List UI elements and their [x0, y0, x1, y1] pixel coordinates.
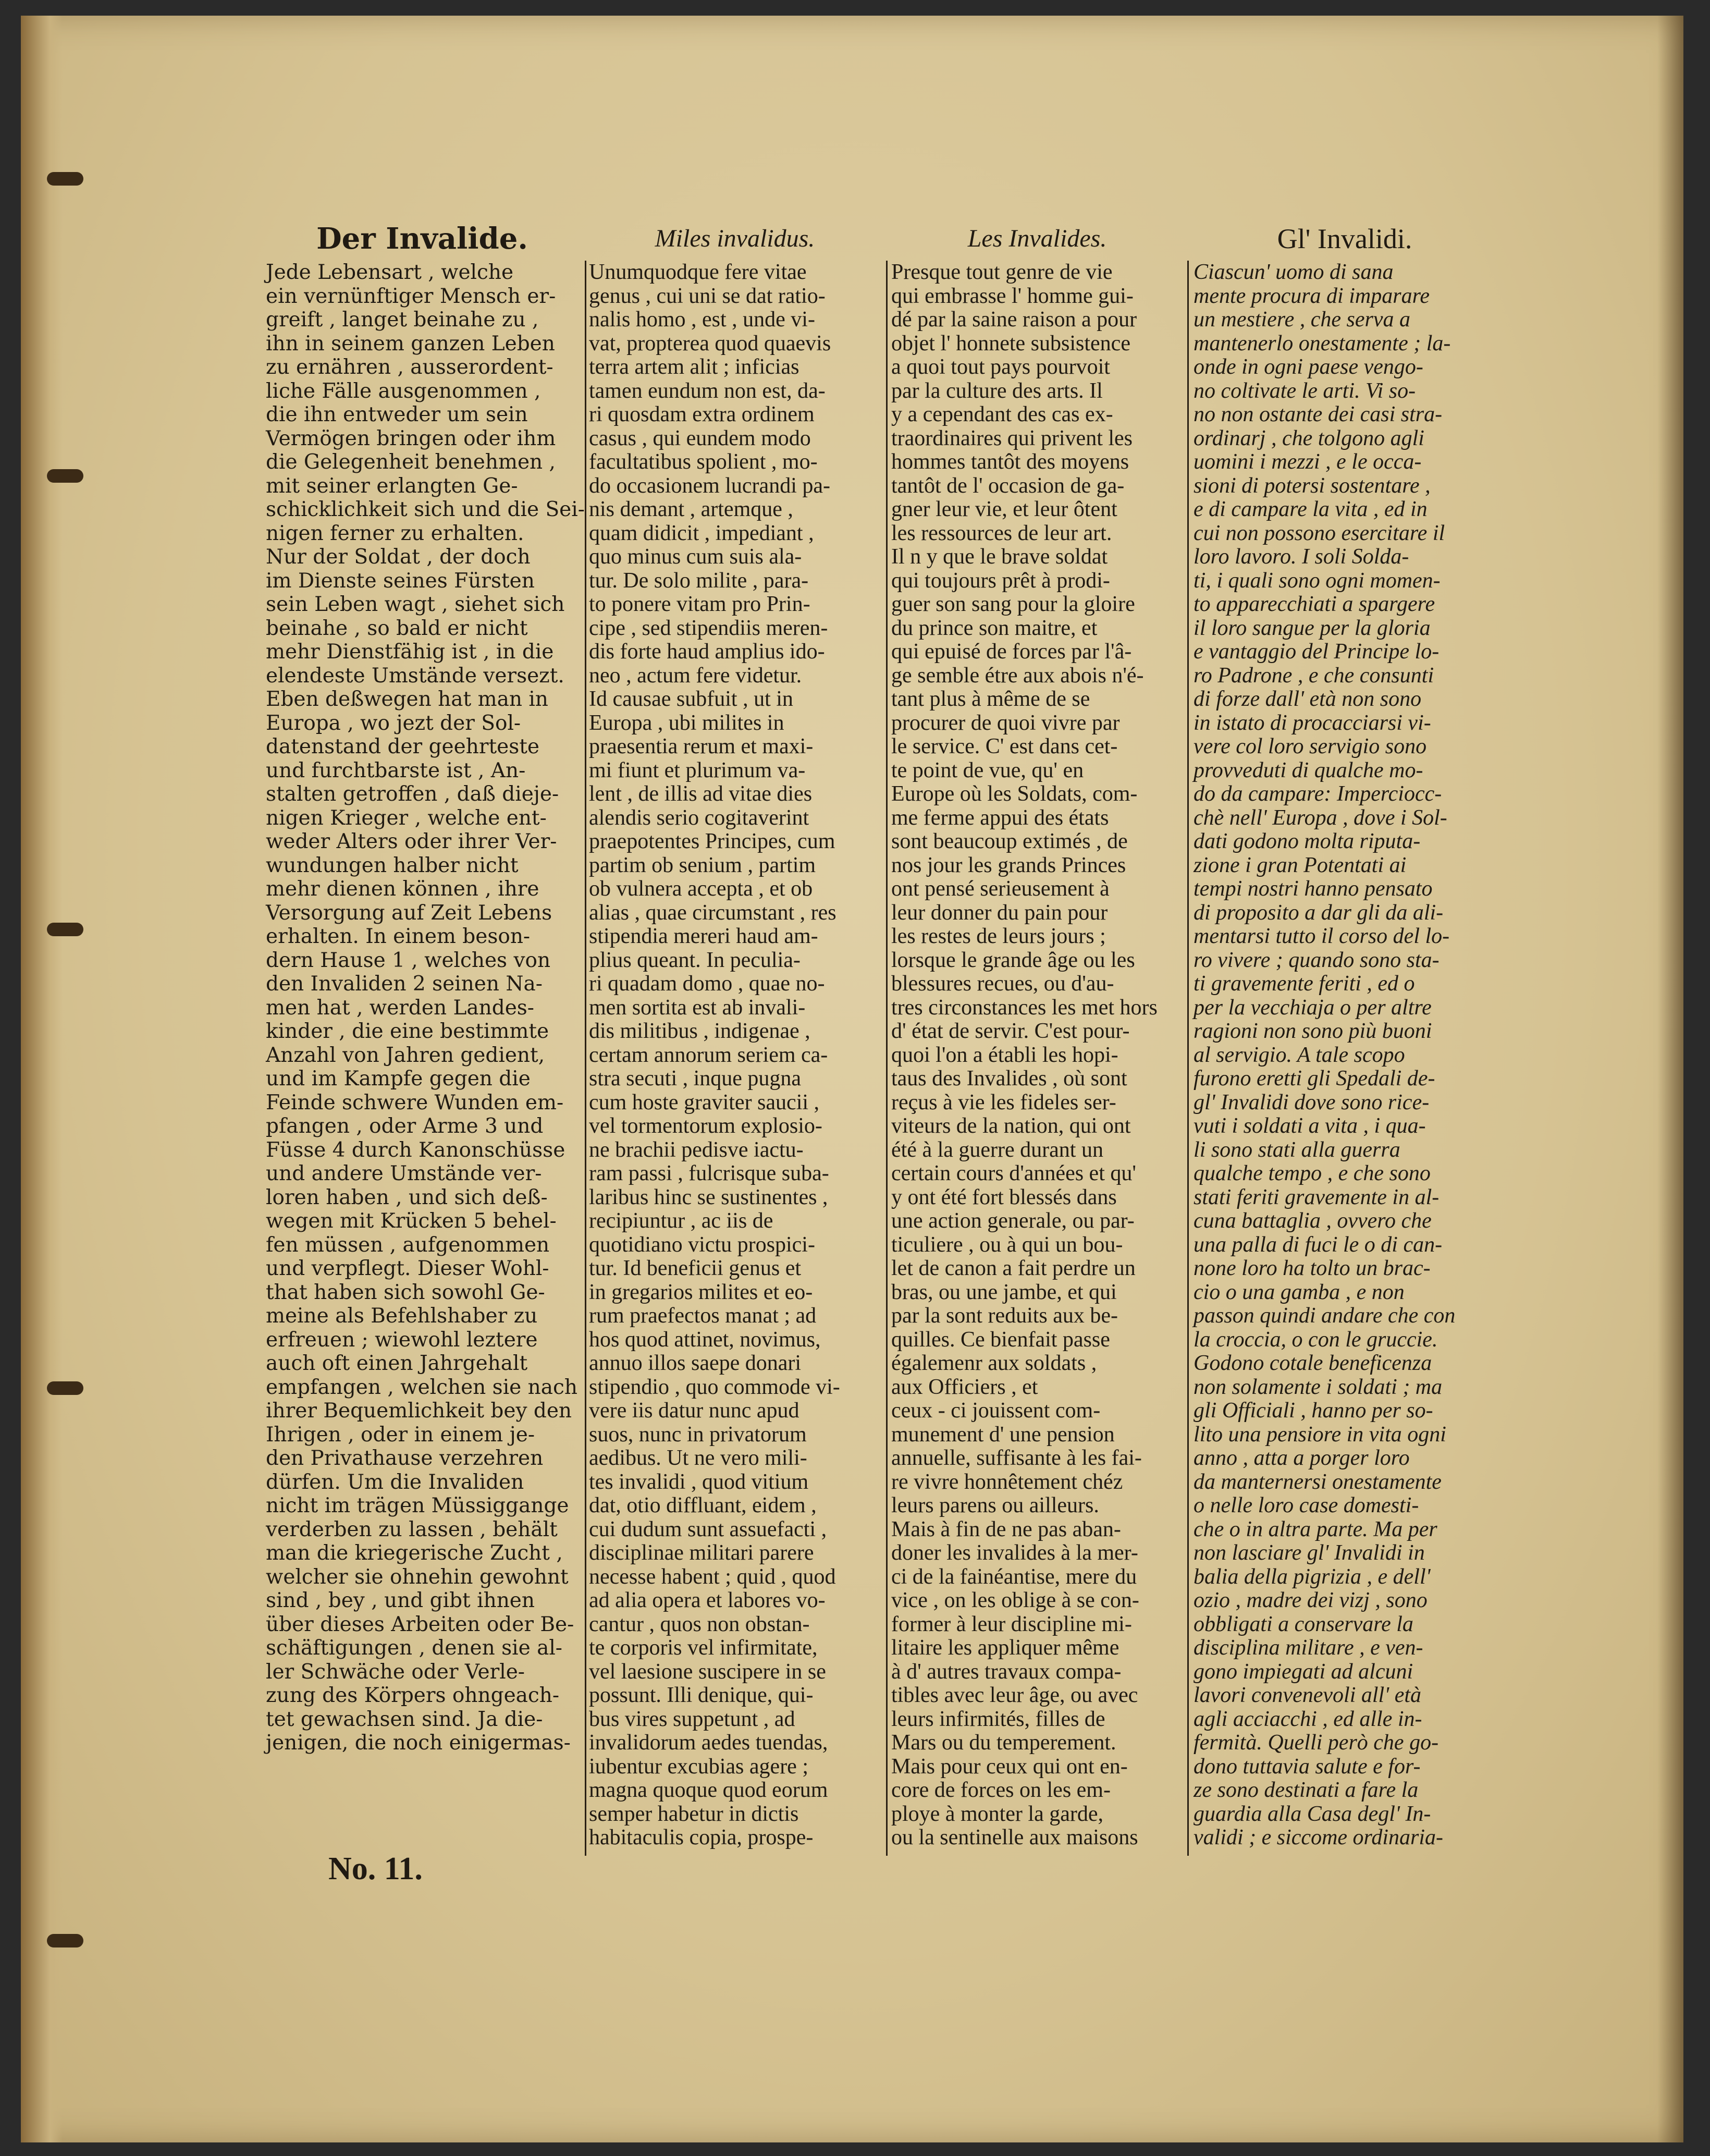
- text-line: nos jour les grands Princes: [891, 853, 1126, 877]
- text-line: tamen eundum non est, da-: [589, 378, 826, 403]
- text-line: beinahe , so bald er nicht: [266, 616, 528, 640]
- text-line: anno , atta a porger loro: [1194, 1446, 1410, 1470]
- text-line: partim ob senium , partim: [589, 853, 816, 877]
- text-line: in istato di procacciarsi vi-: [1194, 710, 1431, 735]
- text-line: par la culture des arts. Il: [891, 378, 1103, 403]
- text-line: iubentur excubias agere ;: [589, 1754, 808, 1779]
- text-line: non solamente i soldati ; ma: [1194, 1375, 1443, 1399]
- text-line: Anzahl von Jahren gedient,: [266, 1043, 545, 1067]
- text-line: den Invaliden 2 seinen Na-: [266, 972, 543, 996]
- text-line: par la sont reduits aux be-: [891, 1304, 1118, 1328]
- text-line: al servigio. A tale scopo: [1194, 1043, 1405, 1067]
- text-line: quoi l'on a établi les hopi-: [891, 1043, 1118, 1067]
- text-line: alendis serio cogitaverint: [589, 805, 809, 830]
- text-line: ein vernünftiger Mensch er-: [266, 284, 556, 308]
- text-line: nigen ferner zu erhalten.: [266, 521, 524, 545]
- text-line: fermità. Quelli però che go-: [1194, 1731, 1439, 1755]
- text-line: stalten getroffen , daß dieje-: [266, 782, 559, 806]
- text-line: Ciascun' uomo di sana: [1194, 260, 1394, 284]
- text-line: recipiuntur , ac iis de: [589, 1209, 773, 1233]
- text-line: nicht im trägen Müssiggange: [266, 1494, 569, 1517]
- text-line: qui epuisé de forces par l'â-: [891, 640, 1132, 664]
- text-line: über dieses Arbeiten oder Be-: [266, 1612, 574, 1636]
- text-line: cum hoste graviter saucii ,: [589, 1090, 820, 1114]
- text-line: wundungen halber nicht: [266, 853, 519, 877]
- book-page: [21, 16, 1683, 2142]
- text-line: necesse habent ; quid , quod: [589, 1564, 836, 1589]
- text-line: y ont été fort blessés dans: [891, 1185, 1117, 1209]
- text-line: ler Schwäche oder Verle-: [266, 1660, 525, 1684]
- text-line: verderben zu lassen , behält: [266, 1517, 558, 1541]
- text-line: habitaculis copia, prospe-: [589, 1826, 814, 1849]
- text-line: bras, ou une jambe, et qui: [891, 1280, 1117, 1304]
- text-line: men hat , werden Landes-: [266, 996, 534, 1020]
- text-line: do da campare: Imperciocc-: [1194, 782, 1442, 806]
- text-line: guer son sang pour la gloire: [891, 592, 1135, 616]
- text-line: empfangen , welchen sie nach: [266, 1375, 577, 1399]
- text-line: ge semble étre aux abois n'é-: [891, 663, 1144, 688]
- text-line: laribus hinc se sustinentes ,: [589, 1185, 828, 1209]
- text-line: welcher sie ohnehin gewohnt: [266, 1565, 569, 1589]
- text-line: mi fiunt et plurimum va-: [589, 758, 806, 782]
- text-line: mente procura di imparare: [1194, 284, 1430, 308]
- text-line: im Dienste seines Fürsten: [266, 569, 535, 593]
- text-line: li sono stati alla guerra: [1194, 1137, 1400, 1162]
- text-line: dono tuttavia salute e for-: [1194, 1754, 1421, 1779]
- text-line: Vermögen bringen oder ihm: [266, 426, 556, 450]
- page-signature: No. 11.: [328, 1851, 423, 1886]
- text-line: dat, otio diffluant, eidem ,: [589, 1493, 817, 1517]
- text-line: ou la sentinelle aux maisons: [891, 1826, 1138, 1849]
- text-line: ceux - ci jouissent com-: [891, 1399, 1101, 1423]
- text-line: ticuliere , ou à qui un bou-: [891, 1232, 1123, 1257]
- text-line: sein Leben wagt , siehet sich: [266, 593, 565, 616]
- column-latin: [589, 225, 881, 1850]
- text-line: égalemenr aux soldats ,: [891, 1351, 1097, 1375]
- text-line: terra artem alit ; inficias: [589, 355, 799, 379]
- text-line: kinder , die eine bestimmte: [266, 1020, 549, 1043]
- text-line: chè nell' Europa , dove i Sol-: [1194, 805, 1447, 830]
- text-line: zu ernähren , ausserordent-: [266, 356, 553, 379]
- text-line: weder Alters oder ihrer Ver-: [266, 830, 557, 853]
- text-line: ihrer Bequemlichkeit bey den: [266, 1399, 572, 1423]
- binding-stitch: [47, 923, 83, 936]
- text-line: casus , qui eundem modo: [589, 426, 811, 450]
- text-line: tur. Id beneficii genus et: [589, 1256, 802, 1280]
- column-divider: [585, 261, 586, 1856]
- text-line: man die kriegerische Zucht ,: [266, 1541, 563, 1565]
- text-line: di forze dall' età non sono: [1194, 687, 1422, 711]
- binding-stitch: [47, 1934, 83, 1947]
- text-line: dern Hause 1 , welches von: [266, 948, 551, 972]
- text-line: à d' autres travaux compa-: [891, 1659, 1122, 1684]
- text-line: ri quadam domo , quae no-: [589, 972, 825, 996]
- text-line: ragioni non sono più buoni: [1194, 1019, 1432, 1043]
- column-french: [891, 225, 1183, 1850]
- text-line: non lasciare gl' Invalidi in: [1194, 1541, 1425, 1565]
- text-line: me ferme appui des états: [891, 805, 1109, 830]
- text-line: tet gewachsen sind. Ja die-: [266, 1707, 543, 1731]
- text-line: pfangen , oder Arme 3 und: [266, 1114, 544, 1138]
- text-line: leur donner du pain pour: [891, 900, 1108, 925]
- text-line: ro Padrone , e che consunti: [1194, 663, 1434, 688]
- text-line: re vivre honnêtement chéz: [891, 1469, 1123, 1494]
- text-line: le service. C' est dans cet-: [891, 734, 1118, 758]
- text-line: stipendio , quo commode vi-: [589, 1375, 840, 1399]
- text-line: praepotentes Principes, cum: [589, 829, 835, 853]
- text-line: und verpflegt. Dieser Wohl-: [266, 1257, 549, 1280]
- text-line: stipendia mereri haud am-: [589, 924, 818, 948]
- text-line: schicklichkeit sich und die Sei-: [266, 498, 585, 521]
- text-line: ploye à monter la garde,: [891, 1802, 1103, 1826]
- text-line: cui dudum sunt assuefacti ,: [589, 1517, 827, 1541]
- text-line: dis militibus , indigenae ,: [589, 1019, 810, 1043]
- text-line: Mais à fin de ne pas aban-: [891, 1517, 1121, 1541]
- text-line: praesentia rerum et maxi-: [589, 734, 814, 758]
- text-line: cui non possono esercitare il: [1194, 521, 1445, 545]
- text-line: guardia alla Casa degl' In-: [1194, 1802, 1431, 1826]
- text-line: semper habetur in dictis: [589, 1802, 799, 1826]
- text-line: objet l' honnete subsistence: [891, 331, 1130, 356]
- text-line: gono impiegati ad alcuni: [1194, 1659, 1413, 1684]
- text-line: dis forte haud amplius ido-: [589, 640, 825, 664]
- text-line: facultatibus spolient , mo-: [589, 450, 818, 474]
- text-line: doner les invalides à la mer-: [891, 1541, 1138, 1565]
- text-line: gli Officiali , hanno per so-: [1194, 1399, 1433, 1423]
- text-line: dürfen. Um die Invaliden: [266, 1470, 524, 1494]
- text-line: Id causae subfuit , ut in: [589, 687, 793, 711]
- text-line: meine als Befehlshaber zu: [266, 1304, 538, 1328]
- text-line: tibles avec leur âge, ou avec: [891, 1683, 1138, 1707]
- text-line: tant plus à même de se: [891, 687, 1090, 711]
- text-line: tempi nostri hanno pensato: [1194, 877, 1433, 901]
- text-line: d' état de servir. C'est pour-: [891, 1019, 1130, 1043]
- text-line: munement d' une pension: [891, 1422, 1115, 1447]
- text-line: per la vecchiaja o per altre: [1194, 995, 1432, 1020]
- text-line: quotidiano victu prospici-: [589, 1232, 815, 1257]
- text-line: gner leur vie, et leur ôtent: [891, 497, 1117, 521]
- text-line: Europa , wo jezt der Sol-: [266, 711, 521, 735]
- text-line: vice , on les oblige à se con-: [891, 1588, 1139, 1612]
- text-line: cuna battaglia , ovvero che: [1194, 1209, 1432, 1233]
- text-line: possunt. Illi denique, qui-: [589, 1683, 814, 1707]
- text-line: cipe , sed stipendiis meren-: [589, 616, 828, 640]
- text-line: onde in ogni paese vengo-: [1194, 355, 1423, 379]
- text-line: leurs infirmités, filles de: [891, 1707, 1105, 1731]
- text-line: Il n y que le brave soldat: [891, 545, 1108, 569]
- text-line: Nur der Soldat , der doch: [266, 545, 531, 569]
- text-line: te point de vue, qu' en: [891, 758, 1084, 782]
- text-line: none loro ha tolto un brac-: [1194, 1256, 1431, 1280]
- column-header: Miles invalidus.: [655, 225, 815, 252]
- text-line: annuo illos saepe donari: [589, 1351, 802, 1375]
- text-line: suos, nunc in privatorum: [589, 1422, 807, 1447]
- text-line: mit seiner erlangten Ge-: [266, 474, 518, 498]
- text-line: stati feriti gravemente in al-: [1194, 1185, 1440, 1209]
- text-line: procurer de quoi vivre par: [891, 710, 1120, 735]
- text-line: Unumquodque fere vitae: [589, 260, 807, 284]
- text-line: men sortita est ab invali-: [589, 995, 806, 1020]
- text-line: loro lavoro. I soli Solda-: [1194, 545, 1409, 569]
- text-line: che o in altra parte. Ma per: [1194, 1517, 1437, 1541]
- column-divider: [886, 261, 888, 1856]
- binding-stitch: [47, 1381, 83, 1395]
- text-line: cio o una gamba , e non: [1194, 1280, 1405, 1304]
- text-line: datenstand der geehrteste: [266, 735, 539, 758]
- text-line: elendeste Umstände versezt.: [266, 664, 564, 688]
- text-line: ti gravemente feriti , ed o: [1194, 972, 1415, 996]
- text-line: ihn in seinem ganzen Leben: [266, 332, 555, 356]
- text-line: qualche tempo , e che sono: [1194, 1161, 1431, 1185]
- text-line: no non ostante dei casi stra-: [1194, 402, 1443, 426]
- text-line: blessures recues, ou d'au-: [891, 972, 1114, 996]
- binding-stitch: [47, 172, 83, 186]
- text-line: Füsse 4 durch Kanonschüsse: [266, 1138, 565, 1162]
- text-line: alias , quae circumstant , res: [589, 900, 836, 925]
- text-line: qui toujours prêt à prodi-: [891, 568, 1110, 593]
- text-line: Europa , ubi milites in: [589, 710, 784, 735]
- text-line: auch oft einen Jahrgehalt: [266, 1352, 528, 1375]
- text-line: les ressources de leur art.: [891, 521, 1112, 545]
- text-line: Godono cotale beneficenza: [1194, 1351, 1432, 1375]
- text-line: da manternersi onestamente: [1194, 1469, 1442, 1494]
- text-line: vere col loro servigio sono: [1194, 734, 1427, 758]
- text-line: den Privathause verzehren: [266, 1447, 544, 1470]
- text-line: hommes tantôt des moyens: [891, 450, 1129, 474]
- text-line: loren haben , und sich deß-: [266, 1185, 548, 1209]
- text-line: ad alia opera et labores vo-: [589, 1588, 826, 1612]
- text-line: vere iis datur nunc apud: [589, 1399, 799, 1423]
- text-line: uomini i mezzi , e le occa-: [1194, 450, 1422, 474]
- text-line: former à leur discipline mi-: [891, 1612, 1132, 1636]
- text-line: cantur , quos non obstan-: [589, 1612, 810, 1636]
- text-line: core de forces on les em-: [891, 1778, 1111, 1802]
- text-line: to apparecchiati a spargere: [1194, 592, 1435, 616]
- column-italian: [1194, 223, 1496, 1850]
- text-line: nis demant , artemque ,: [589, 497, 793, 521]
- text-line: ozio , madre dei vizj , sono: [1194, 1588, 1428, 1612]
- text-line: e di campare la vita , ed in: [1194, 497, 1428, 521]
- text-line: ont pensé serieusement à: [891, 877, 1110, 901]
- text-line: aedibus. Ut ne vero mili-: [589, 1446, 807, 1470]
- text-line: agli acciacchi , ed alle in-: [1194, 1707, 1422, 1731]
- text-line: vuti i soldati a vita , i qua-: [1194, 1114, 1426, 1138]
- text-line: und im Kampfe gegen die: [266, 1067, 531, 1091]
- text-line: und furchtbarste ist , An-: [266, 758, 526, 782]
- text-line: une action generale, ou par-: [891, 1209, 1135, 1233]
- text-line: lavori convenevoli all' età: [1194, 1683, 1422, 1707]
- text-line: disciplina militare , e ven-: [1194, 1636, 1423, 1660]
- text-line: litaire les appliquer même: [891, 1636, 1120, 1660]
- text-line: aux Officiers , et: [891, 1375, 1038, 1399]
- text-line: du prince son maitre, et: [891, 616, 1098, 640]
- text-line: sind , bey , und gibt ihnen: [266, 1589, 535, 1612]
- text-line: leurs parens ou ailleurs.: [891, 1493, 1099, 1517]
- text-line: validi ; e siccome ordinaria-: [1194, 1826, 1444, 1849]
- text-line: hos quod attinet, novimus,: [589, 1327, 821, 1352]
- text-line: bus vires suppetunt , ad: [589, 1707, 795, 1731]
- text-line: mantenerlo onestamente ; la-: [1194, 331, 1451, 356]
- column-header: Gl' Invalidi.: [1277, 223, 1412, 254]
- text-line: und andere Umstände ver-: [266, 1162, 542, 1185]
- text-line: una palla di fuci le o di can-: [1194, 1232, 1443, 1257]
- text-line: y a cependant des cas ex-: [891, 402, 1113, 426]
- binding-stitch: [47, 469, 83, 483]
- text-line: to ponere vitam pro Prin-: [589, 592, 810, 616]
- text-line: ordinarj , che tolgono agli: [1194, 426, 1424, 450]
- text-line: e vantaggio del Principe lo-: [1194, 640, 1440, 664]
- text-line: zione i gran Potentati ai: [1194, 853, 1407, 877]
- text-line: die Gelegenheit benehmen ,: [266, 450, 556, 474]
- text-line: stra secuti , inque pugna: [589, 1067, 802, 1091]
- text-line: fen müssen , aufgenommen: [266, 1233, 550, 1257]
- text-line: obbligati a conservare la: [1194, 1612, 1413, 1636]
- text-line: te corporis vel infirmitate,: [589, 1636, 818, 1660]
- column-german: [266, 222, 585, 1755]
- text-line: erfreuen ; wiewohl leztere: [266, 1328, 538, 1352]
- text-line: furono eretti gli Spedali de-: [1194, 1067, 1435, 1091]
- text-line: wegen mit Krücken 5 behel-: [266, 1209, 557, 1233]
- text-line: annuelle, suffisante à les fai-: [891, 1446, 1142, 1470]
- text-line: provveduti di qualche mo-: [1194, 758, 1423, 782]
- text-line: lent , de illis ad vitae dies: [589, 782, 813, 806]
- text-line: genus , cui uni se dat ratio-: [589, 284, 826, 308]
- text-line: tres circonstances les met hors: [891, 995, 1158, 1020]
- text-line: disciplinae militari parere: [589, 1541, 814, 1565]
- text-line: liche Fälle ausgenommen ,: [266, 379, 541, 403]
- text-line: schäftigungen , denen sie al-: [266, 1636, 562, 1660]
- text-line: mehr dienen können , ihre: [266, 877, 539, 901]
- text-line: Mars ou du temperement.: [891, 1731, 1116, 1755]
- text-line: neo , actum fere videtur.: [589, 663, 802, 688]
- text-line: rum praefectos manat ; ad: [589, 1304, 817, 1328]
- text-line: magna quoque quod eorum: [589, 1778, 828, 1802]
- text-line: certam annorum seriem ca-: [589, 1043, 828, 1067]
- text-line: viteurs de la nation, qui ont: [891, 1114, 1131, 1138]
- text-line: Presque tout genre de vie: [891, 260, 1113, 284]
- column-header: Les Invalides.: [967, 225, 1107, 252]
- text-line: mentarsi tutto il corso del lo-: [1194, 924, 1450, 948]
- text-line: greift , langet beinahe zu ,: [266, 308, 539, 332]
- text-line: ram passi , fulcrisque suba-: [589, 1161, 829, 1185]
- text-line: that haben sich sowohl Ge-: [266, 1280, 545, 1304]
- text-line: a quoi tout pays pourvoit: [891, 355, 1110, 379]
- text-line: vat, propterea quod quaevis: [589, 331, 831, 356]
- text-line: ci de la fainéantise, mere du: [891, 1564, 1137, 1589]
- text-line: let de canon a fait perdre un: [891, 1256, 1136, 1280]
- text-line: ne brachii pedisve iactu-: [589, 1137, 804, 1162]
- text-line: dé par la saine raison a pour: [891, 308, 1137, 332]
- text-line: nigen Krieger , welche ent-: [266, 806, 547, 830]
- text-line: lito una pensiore in vita ogni: [1194, 1422, 1446, 1447]
- text-line: no coltivate le arti. Vi so-: [1194, 378, 1416, 403]
- text-line: reçus à vie les fideles ser-: [891, 1090, 1116, 1114]
- text-line: la croccia, o con le gruccie.: [1194, 1327, 1438, 1352]
- text-line: un mestiere , che serva a: [1194, 308, 1410, 332]
- text-line: gl' Invalidi dove sono rice-: [1194, 1090, 1430, 1114]
- page-edge: [1657, 16, 1683, 2142]
- text-line: Jede Lebensart , welche: [266, 261, 514, 284]
- text-line: mehr Dienstfähig ist , in die: [266, 640, 554, 664]
- text-line: di proposito a dar gli da ali-: [1194, 900, 1444, 925]
- text-line: quam didicit , impediant ,: [589, 521, 814, 545]
- text-line: traordinaires qui privent les: [891, 426, 1133, 450]
- text-line: Ihrigen , oder in einem je-: [266, 1423, 535, 1447]
- text-line: il loro sangue per la gloria: [1194, 616, 1431, 640]
- text-line: Mais pour ceux qui ont en-: [891, 1754, 1128, 1779]
- text-line: in gregarios milites et eo-: [589, 1280, 813, 1304]
- column-divider: [1187, 261, 1189, 1856]
- text-line: lorsque le grande âge ou les: [891, 948, 1135, 972]
- book-spine: [21, 16, 63, 2142]
- text-line: passon quindi andare che con: [1194, 1304, 1456, 1328]
- text-line: plius queant. In peculia-: [589, 948, 801, 972]
- text-line: vel laesione suscipere in se: [589, 1659, 826, 1684]
- text-line: erhalten. In einem beson-: [266, 925, 531, 948]
- text-line: ti, i quali sono ogni momen-: [1194, 568, 1441, 593]
- text-line: sont beaucoup extimés , de: [891, 829, 1128, 853]
- text-line: tantôt de l' occasion de ga-: [891, 473, 1125, 498]
- text-line: die ihn entweder um sein: [266, 403, 528, 426]
- text-line: do occasionem lucrandi pa-: [589, 473, 830, 498]
- text-line: Feinde schwere Wunden em-: [266, 1091, 564, 1114]
- text-line: ro vivere ; quando sono sta-: [1194, 948, 1440, 972]
- text-line: vel tormentorum explosio-: [589, 1114, 822, 1138]
- text-line: été à la guerre durant un: [891, 1137, 1103, 1162]
- text-line: tes invalidi , quod vitium: [589, 1469, 809, 1494]
- text-line: sioni di potersi sostentare ,: [1194, 473, 1431, 498]
- text-line: jenigen, die noch einigermas-: [266, 1731, 571, 1755]
- text-line: tur. De solo milite , para-: [589, 568, 809, 593]
- text-line: dati godono molta riputa-: [1194, 829, 1421, 853]
- text-line: ob vulnera accepta , et ob: [589, 877, 813, 901]
- text-line: Europe où les Soldats, com-: [891, 782, 1138, 806]
- text-line: quilles. Ce bienfait passe: [891, 1327, 1110, 1352]
- text-line: invalidorum aedes tuendas,: [589, 1731, 828, 1755]
- text-line: ri quosdam extra ordinem: [589, 402, 815, 426]
- column-header: Der Invalide.: [316, 222, 528, 256]
- text-line: Versorgung auf Zeit Lebens: [266, 901, 552, 925]
- text-line: certain cours d'années et qu': [891, 1161, 1136, 1185]
- text-line: les restes de leurs jours ;: [891, 924, 1106, 948]
- text-line: ze sono destinati a fare la: [1194, 1778, 1419, 1802]
- text-line: qui embrasse l' homme gui-: [891, 284, 1134, 308]
- text-line: taus des Invalides , où sont: [891, 1067, 1127, 1091]
- text-line: quo minus cum suis ala-: [589, 545, 802, 569]
- text-line: balia della pigrizia , e dell': [1194, 1564, 1431, 1589]
- text-line: o nelle loro case domesti-: [1194, 1493, 1419, 1517]
- text-line: zung des Körpers ohngeach-: [266, 1684, 560, 1707]
- text-line: nalis homo , est , unde vi-: [589, 308, 815, 332]
- text-line: Eben deßwegen hat man in: [266, 688, 548, 711]
